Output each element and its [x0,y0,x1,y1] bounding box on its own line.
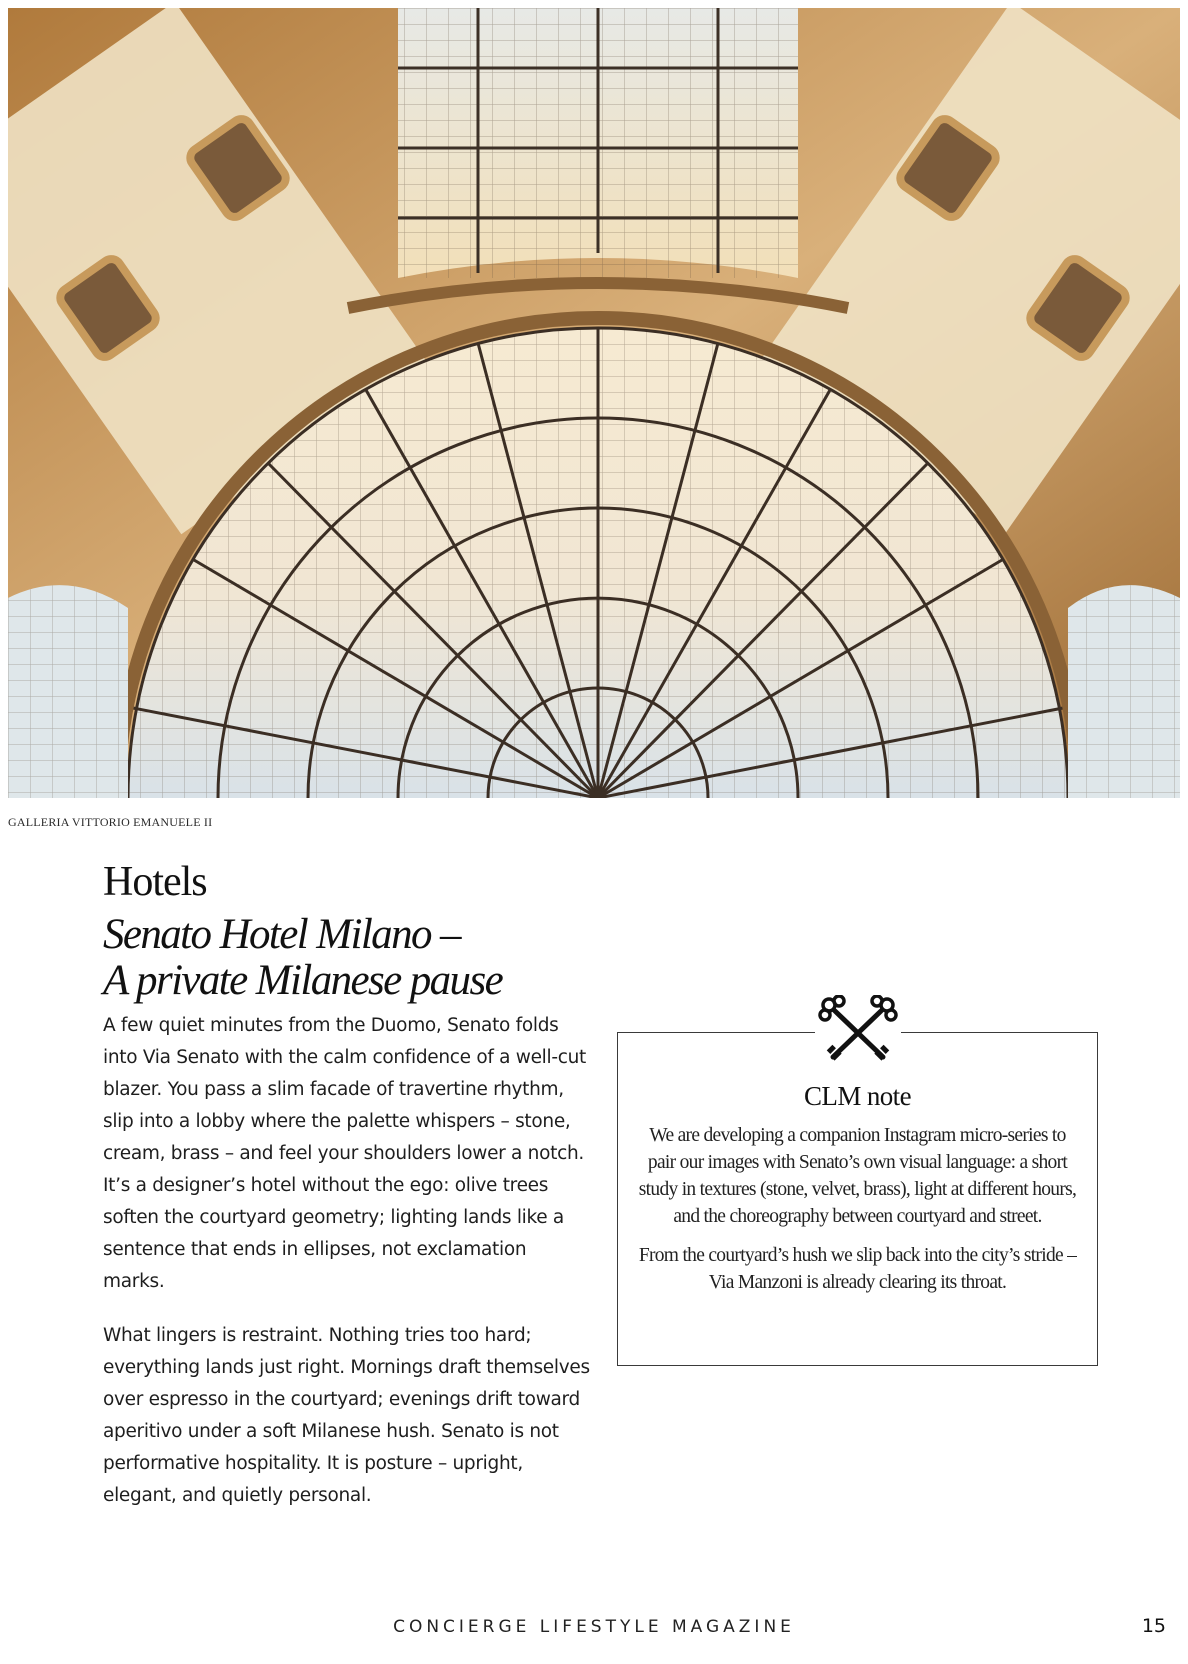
article-subtitle [103,912,663,1004]
note-paragraph: From the courtyard’s hush we slip back into the city’s stride – Via Manzoni is already clearing its throat. [638,1245,1077,1293]
note-paragraph: We are developing a companion Instagram micro-series to pair our images with Senato’s own visual language: a short study in textures (stone, velvet, brass), light at different hours, and the choreography between courtyard and street. [638,1125,1077,1227]
subtitle-line-2: A private Milanese pause [103,957,503,1004]
article-paragraph: A few quiet minutes from the Duomo, Senato folds into Via Senato with the calm confidence of a well-cut blazer. You pass a slim facade of travertine rhythm, slip into a lobby where the palette whispers – stone, cream, brass – and feel your shoulders lower a notch. It’s a designer’s hotel without the ego: olive trees soften the courtyard geometry; lighting lands like a sentence that ends in ellipses, not exclamation marks. [103,1015,586,1292]
note-title: CLM note [804,1081,911,1111]
article-paragraph: What lingers is restraint. Nothing tries too hard; everything lands just right. Mornings draft themselves over espresso in the courtyard; evenings drift toward aperitivo under a soft Milanese hush. Senato is not performative hospitality. It is posture – upright, elegant, and quietly personal. [103,1325,590,1506]
page-number: 15 [1141,1615,1166,1637]
galleria-glass-dome-image [8,8,1180,798]
article-body [103,1010,593,1534]
hero-photo [8,8,1180,798]
clm-note-box [617,1032,1098,1366]
section-title: Hotels [103,859,207,905]
subtitle-line-1: Senato Hotel Milano – [103,911,460,958]
magazine-footer: CONCIERGE LIFESTYLE MAGAZINE [393,1617,795,1637]
crossed-keys-icon [815,995,901,1067]
note-text [636,1122,1079,1296]
photo-caption: GALLERIA VITTORIO EMANUELE II [8,815,213,829]
